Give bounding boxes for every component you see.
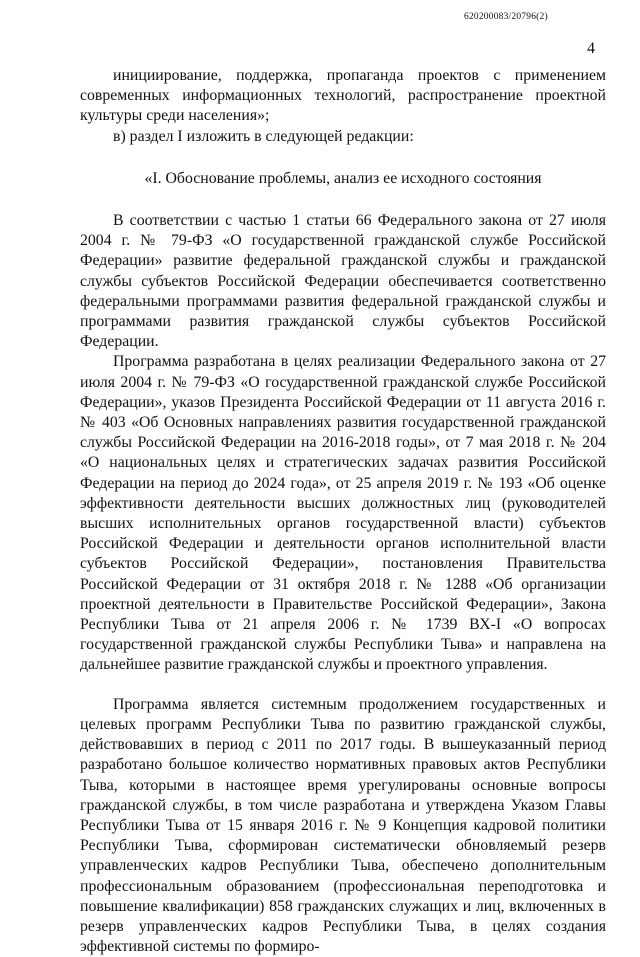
document-body [80, 66, 606, 957]
paragraph-legal-basis: В соответствии с частью 1 статьи 66 Федерального закона от 27 июля 2004 г. № 79-ФЗ «О государственной гражданской службе Российской Федерации» развитие федеральной гражданской службы и гражданской службы субъектов Российской Федерации обеспечивается соответственно федеральными программами развития федеральной гражданской службы и программами развития гражданской службы субъектов Российской Федерации. [80, 212, 606, 351]
page-number: 4 [587, 40, 595, 57]
paragraph-program-purpose: Программа разработана в целях реализации Федерального закона от 27 июля 2004 г. № 79-ФЗ «О государственной гражданской службе Российской Федерации», указов Президента Российской Федерации от 11 августа 2016 г. № 403 «Об Основных направлениях развития государственной гражданской службы Российской Федерации на 2016-2018 годы», от 7 мая 2018 г. № 204 «О национальных целях и стратегических задачах развития Российской Федерации на период до 2024 года», от 25 апреля 2019 г. № 193 «Об оценке эффективности деятельности высших должностных лиц (руководителей высших исполнительных органов государственной власти) субъектов Российской Федерации и деятельности органов исполнительной власти субъектов Российской Федерации», постановления Правительства Российской Федерации от 31 октября 2018 г. № 1288 «Об организации проектной деятельности в Правительстве Российской Федерации», Закона Республики Тыва от 21 апреля 2006 г. № 1739 ВХ-I «О вопросах государственной гражданской службы Республики Тыва» и направлена на дальнейшее развитие гражданской службы и проектного управления. [80, 353, 606, 674]
document-number: 620200083/20796(2) [464, 12, 548, 22]
paragraph-program-continuation: Программа является системным продолжением государственных и целевых программ Республики Тыва по развитию гражданской службы, действовавших в период с 2011 по 2017 годы. В вышеуказанный период разработано большое количество нормативных правовых актов Республики Тыва, которыми в настоящее время урегулированы основные вопросы гражданской службы, в том числе разработана и утверждена Указом Главы Республики Тыва от 15 января 2016 г. № 9 Концепция кадровой политики Республики Тыва, сформирован систематически обновляемый резерв управленческих кадров Республики Тыва, обеспечено дополнительным профессиональным образованием (профессиональная переподготовка и повышение квалификации) 858 гражданских служащих и лиц, включенных в резерв управленческих кадров Республики Тыва, в целях создания эффективной системы по формиро- [80, 695, 606, 956]
paragraph-continuation: инициирование, поддержка, пропаганда проектов с применением современных информационных технологий, распространение проектной культуры среди населения»; [80, 67, 606, 125]
paragraph-subitem: в) раздел I изложить в следующей редакции: [113, 127, 414, 145]
section-title: «I. Обоснование проблемы, анализ ее исходного состояния [144, 169, 542, 187]
